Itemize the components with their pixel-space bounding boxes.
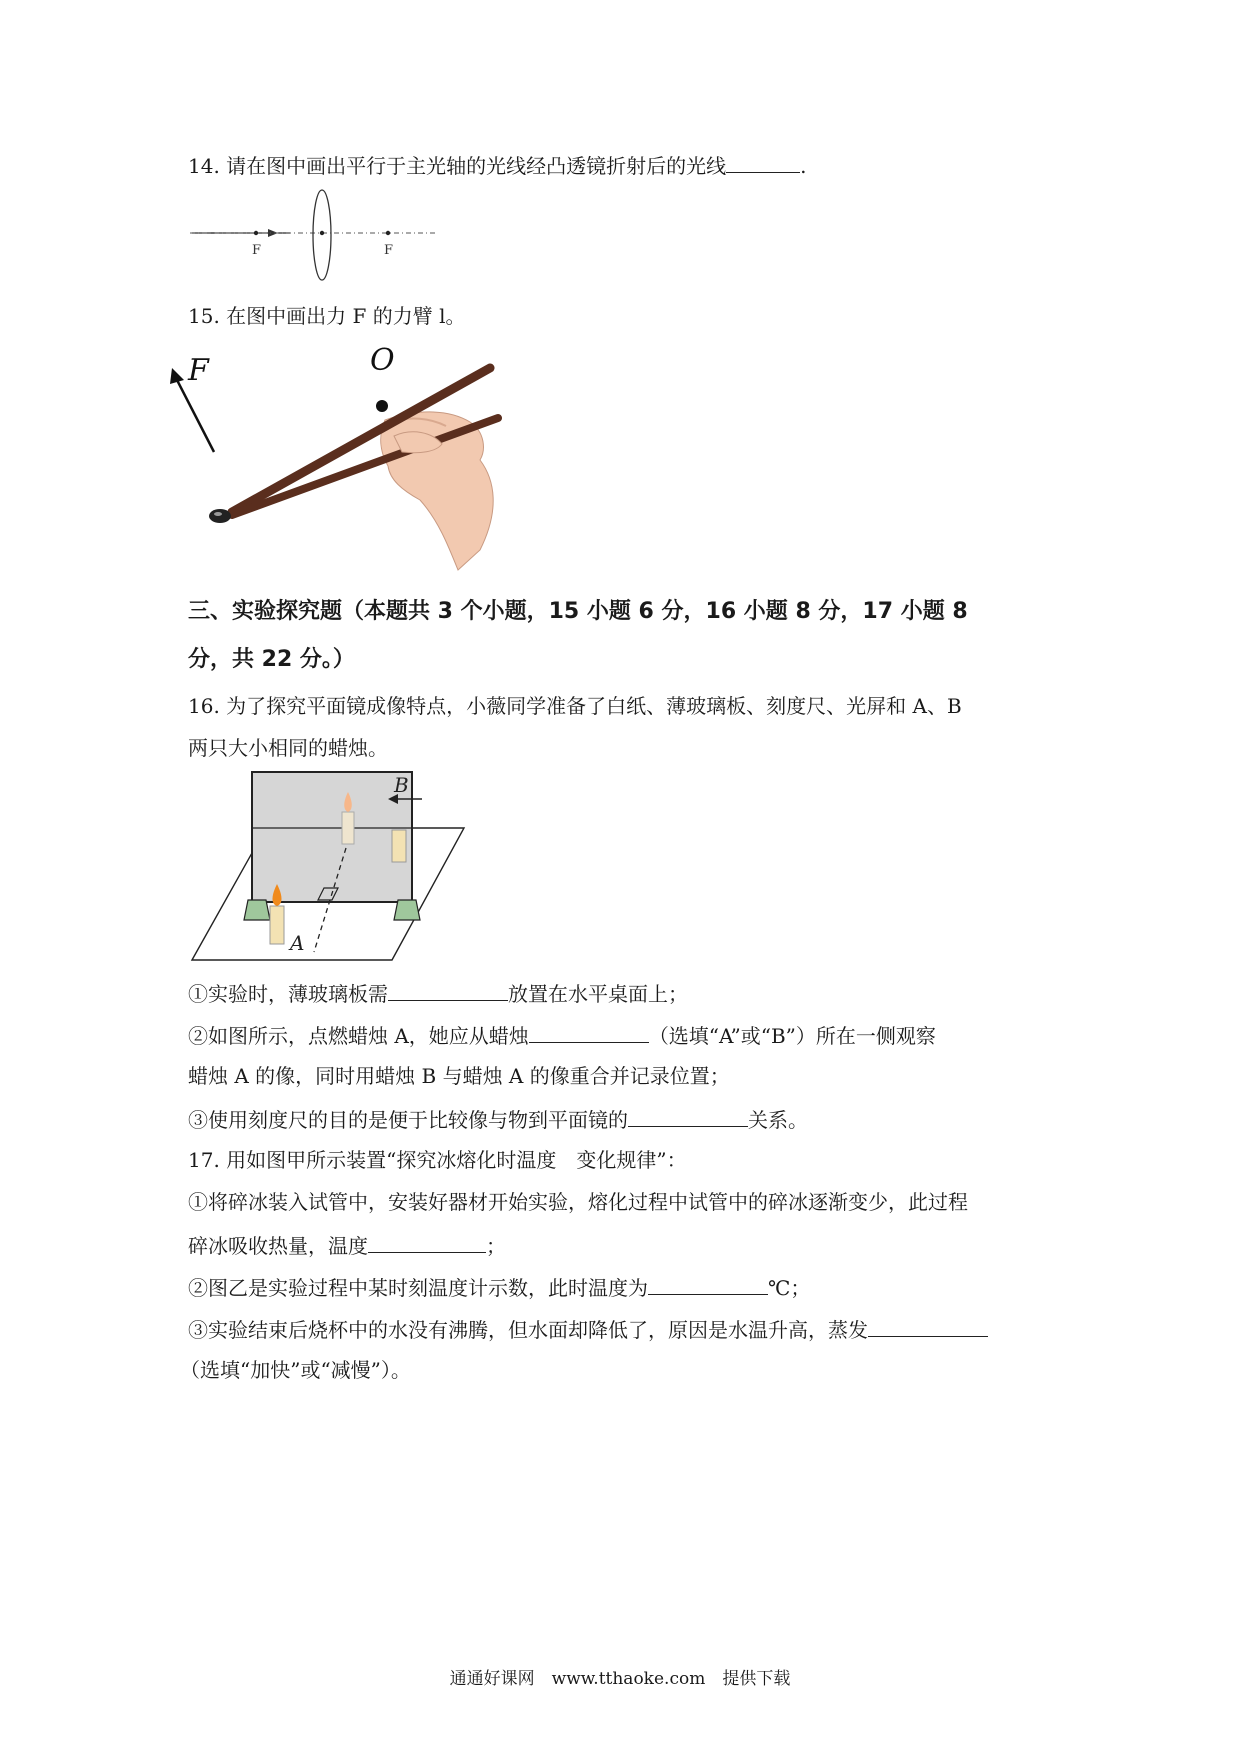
q17-item3-line2: （选填“加快”或“减慢”）。: [180, 1358, 411, 1382]
q14-text: 14. 请在图中画出平行于主光轴的光线经凸透镜折射后的光线: [188, 154, 727, 178]
q16-item3: ③使用刻度尺的目的是便于比较像与物到平面镜的 关系。: [188, 1104, 808, 1134]
q17-item2: ②图乙是实验过程中某时刻温度计示数，此时温度为 ℃；: [188, 1272, 810, 1302]
plane-mirror-diagram: [188, 772, 488, 972]
q16-line1: 16. 为了探究平面镜成像特点，小薇同学准备了白纸、薄玻璃板、刻度尺、光屏和 A、B: [188, 694, 962, 718]
candle-b-label: B: [394, 773, 409, 797]
focus-point-left: [254, 231, 258, 235]
section3-heading-line1: 三、实验探究题（本题共 3 个小题，15 小题 6 分，16 小题 8 分，17 小题 8: [188, 599, 968, 624]
lens-diagram: [200, 188, 440, 288]
stand-right: [394, 900, 420, 920]
q15-text: 15. 在图中画出力 F 的力臂 l。: [188, 304, 466, 328]
q14-text-line: [188, 150, 807, 180]
held-object: [209, 509, 231, 523]
q17-item1-blank[interactable]: [368, 1230, 486, 1253]
q16-item2-line2: 蜡烛 A 的像，同时用蜡烛 B 与蜡烛 A 的像重合并记录位置；: [188, 1064, 730, 1088]
focus-label-left: F: [252, 243, 262, 258]
pivot-label-o: O: [370, 343, 395, 378]
q17-item3: ③实验结束后烧杯中的水没有沸腾，但水面却降低了，原因是水温升高，蒸发: [188, 1314, 988, 1344]
footer-site-credit: 通通好课网 www.tthaoke.com 提供下载: [449, 1669, 791, 1689]
force-arrow-head-icon: [170, 368, 184, 384]
q16-item3-blank[interactable]: [628, 1104, 748, 1127]
optical-center: [320, 231, 324, 235]
q17-item1-line2: 碎冰吸收热量，温度 ；: [188, 1230, 506, 1260]
q16-line2: 两只大小相同的蜡烛。: [188, 736, 388, 760]
candle-image: [342, 812, 354, 844]
q17-item3-blank[interactable]: [868, 1314, 988, 1337]
glass-plate: [252, 772, 412, 902]
q17-line1: 17. 用如图甲所示装置“探究冰熔化时温度 变化规律”：: [188, 1148, 687, 1172]
pivot-point: [376, 400, 388, 412]
focus-label-right: F: [384, 243, 394, 258]
q17-item2-blank[interactable]: [648, 1272, 768, 1295]
q14-answer-blank[interactable]: [726, 150, 800, 173]
q16-item2: ②如图所示，点燃蜡烛 A，她应从蜡烛 （选填“A”或“B”）所在一侧观察: [188, 1020, 936, 1050]
candle-a: [270, 906, 284, 944]
q16-item1-blank[interactable]: [388, 978, 508, 1001]
q16-item2-blank[interactable]: [529, 1020, 649, 1043]
force-label-f: F: [188, 353, 209, 388]
candle-b: [392, 830, 406, 862]
section3-heading-line2: 分，共 22 分。）: [188, 647, 355, 672]
q14-end: .: [800, 154, 807, 178]
focus-point-right: [386, 231, 390, 235]
q16-item1: ①实验时，薄玻璃板需 放置在水平桌面上；: [188, 978, 688, 1008]
candle-a-label: A: [290, 931, 305, 955]
force-arrow: [177, 380, 214, 452]
chopsticks-diagram: [180, 340, 520, 580]
q17-item1-line1: ①将碎冰装入试管中，安装好器材开始实验，熔化过程中试管中的碎冰逐渐变少，此过程: [188, 1190, 968, 1214]
stand-left: [244, 900, 270, 920]
